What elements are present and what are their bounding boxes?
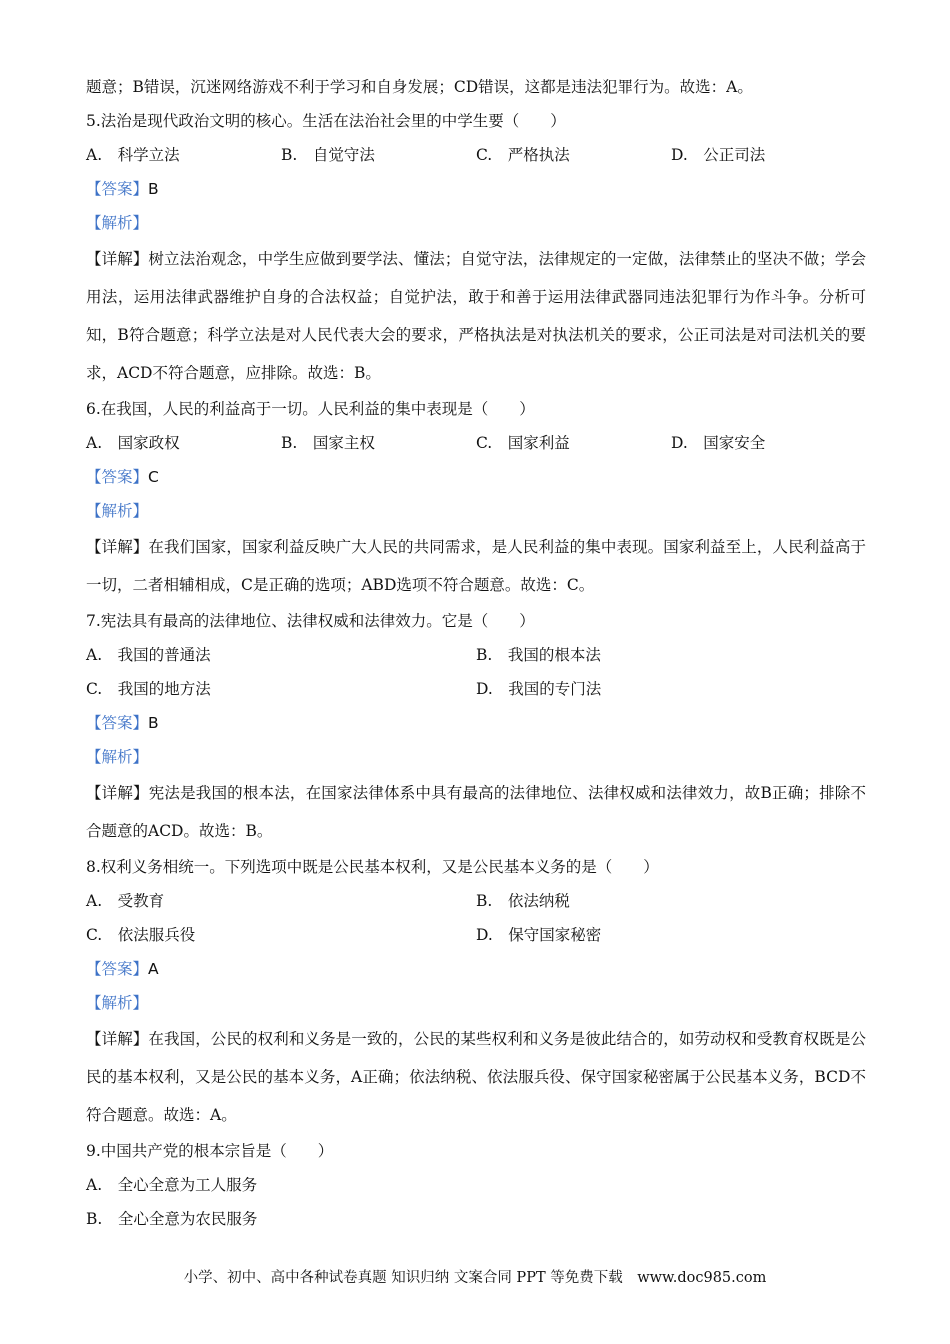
answer-value: B	[148, 714, 159, 732]
q8-detail	[86, 1020, 866, 1134]
q6-option-a: A. 国家政权	[86, 434, 180, 452]
q6-option-d: D. 国家安全	[671, 434, 766, 452]
q6-detail	[86, 528, 866, 604]
q8-option-d: D. 保守国家秘密	[476, 926, 602, 944]
q7-option-c: C. 我国的地方法	[86, 680, 211, 698]
intro-line: 题意；B错误，沉迷网络游戏不利于学习和自身发展；CD错误，这都是违法犯罪行为。故选：A。	[86, 78, 753, 96]
q5-option-d: D. 公正司法	[671, 146, 766, 164]
q7-detail	[86, 774, 866, 850]
analysis-tag: 【解析】	[86, 214, 149, 232]
question-8-options-row2	[86, 918, 866, 952]
q6-option-c: C. 国家利益	[476, 434, 570, 452]
q6-option-b: B. 国家主权	[281, 434, 375, 452]
question-9-stem: 9.中国共产党的根本宗旨是（ ）	[86, 1142, 334, 1160]
q8-option-b: B. 依法纳税	[476, 892, 570, 910]
answer-value: C	[148, 468, 159, 486]
q9-option-b: B. 全心全意为农民服务	[86, 1210, 258, 1228]
q7-analysis	[86, 740, 866, 774]
question-8-options-row1	[86, 884, 866, 918]
question-8-stem: 8.权利义务相统一。下列选项中既是公民基本权利，又是公民基本义务的是（ ）	[86, 858, 659, 876]
q8-analysis	[86, 986, 866, 1020]
analysis-tag: 【解析】	[86, 994, 149, 1012]
question-5-options	[86, 138, 866, 172]
question-6-options	[86, 426, 866, 460]
answer-tag: 【答案】	[86, 960, 149, 978]
answer-value: A	[148, 960, 159, 978]
q5-option-c: C. 严格执法	[476, 146, 570, 164]
detail-text: 树立法治观念，中学生应做到要学法、懂法；自觉守法，法律规定的一定做，法律禁止的坚决不做；学会用法，运用法律武器维护自身的合法权益；自觉护法，敢于和善于运用法律武器同违法犯罪行为作斗争。分析可知，B符合题意；科学立法是对人民代表大会的要求，严格执法是对执法机关的要求，公正司法是对司法机关的要求，ACD不符合题意，应排除。故选：B。	[86, 250, 866, 382]
document-page	[86, 70, 866, 1236]
q5-option-b: B. 自觉守法	[281, 146, 375, 164]
q7-option-b: B. 我国的根本法	[476, 646, 601, 664]
answer-tag: 【答案】	[86, 714, 149, 732]
q5-detail	[86, 240, 866, 392]
q8-option-a: A. 受教育	[86, 892, 165, 910]
question-6-stem: 6.在我国，人民的利益高于一切。人民利益的集中表现是（ ）	[86, 400, 535, 418]
q6-analysis	[86, 494, 866, 528]
page-footer: 小学、初中、高中各种试卷真题 知识归纳 文案合同 PPT 等免费下载 www.doc985.com	[183, 1270, 767, 1286]
q6-answer	[86, 460, 866, 494]
question-5-stem: 5.法治是现代政治文明的核心。生活在法治社会里的中学生要（ ）	[86, 112, 566, 130]
q5-option-a: A. 科学立法	[86, 146, 180, 164]
question-7-stem: 7.宪法具有最高的法律地位、法律权威和法律效力。它是（ ）	[86, 612, 535, 630]
detail-text: 在我国，公民的权利和义务是一致的，公民的某些权利和义务是彼此结合的，如劳动权和受教育权既是公民的基本权利，又是公民的基本义务，A正确；依法纳税、依法服兵役、保守国家秘密属于公民基本义务，BCD不符合题意。故选：A。	[86, 1030, 866, 1124]
q9-option-a: A. 全心全意为工人服务	[86, 1176, 258, 1194]
detail-tag: 【详解】	[86, 250, 149, 268]
q7-answer	[86, 706, 866, 740]
detail-text: 在我们国家，国家利益反映广大人民的共同需求，是人民利益的集中表现。国家利益至上，人民利益高于一切，二者相辅相成，C是正确的选项；ABD选项不符合题意。故选：C。	[86, 538, 866, 594]
answer-tag: 【答案】	[86, 180, 149, 198]
analysis-tag: 【解析】	[86, 502, 149, 520]
q5-answer	[86, 172, 866, 206]
question-7-options-row2	[86, 672, 866, 706]
detail-tag: 【详解】	[86, 1030, 149, 1048]
analysis-tag: 【解析】	[86, 748, 149, 766]
detail-tag: 【详解】	[86, 784, 149, 802]
q8-answer	[86, 952, 866, 986]
q7-option-d: D. 我国的专门法	[476, 680, 602, 698]
q5-analysis	[86, 206, 866, 240]
detail-text: 宪法是我国的根本法，在国家法律体系中具有最高的法律地位、法律权威和法律效力，故B正确；排除不合题意的ACD。故选：B。	[86, 784, 866, 840]
answer-value: B	[148, 180, 159, 198]
question-7-options-row1	[86, 638, 866, 672]
answer-tag: 【答案】	[86, 468, 149, 486]
detail-tag: 【详解】	[86, 538, 149, 556]
q8-option-c: C. 依法服兵役	[86, 926, 196, 944]
q7-option-a: A. 我国的普通法	[86, 646, 211, 664]
